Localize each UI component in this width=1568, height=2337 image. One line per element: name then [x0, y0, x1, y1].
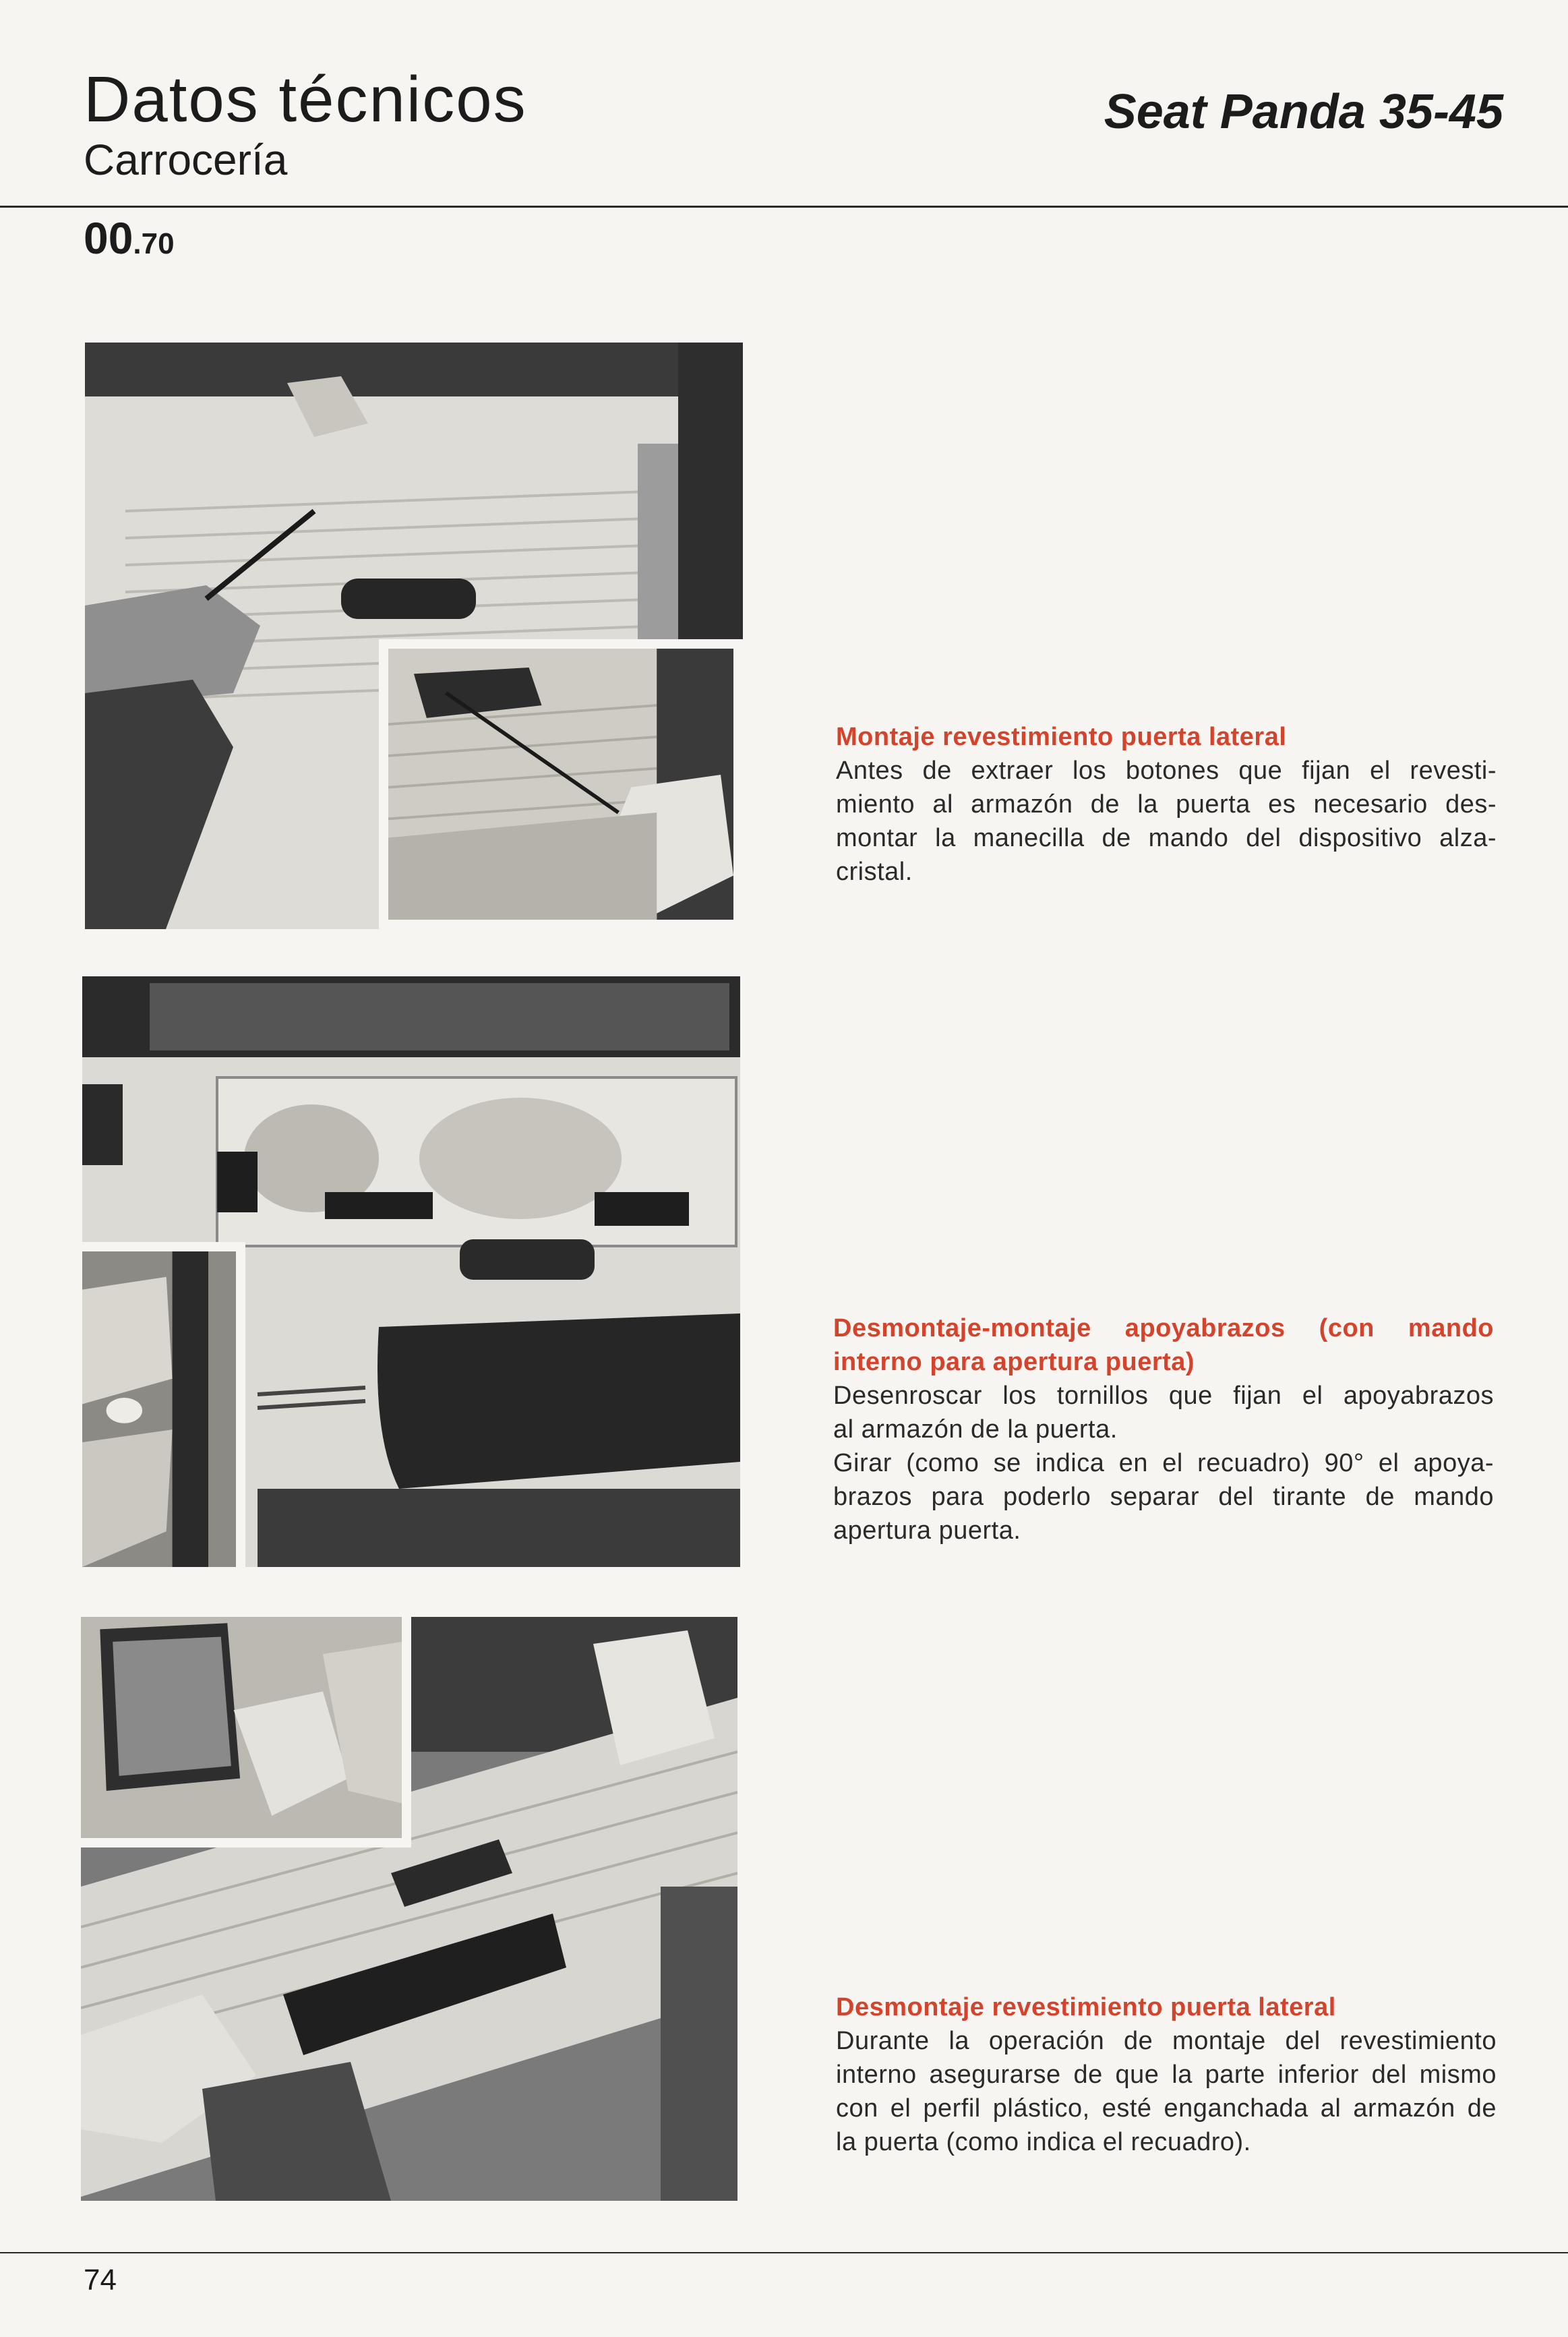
- body-line: Durante la operación de montaje del revestimiento: [836, 2027, 1497, 2055]
- section-desmontaje-revestimiento: [836, 1990, 1497, 2159]
- body-line: con el perfil plástico, esté enganchada al armazón de: [836, 2094, 1497, 2123]
- photo-inset-lower-profile: [81, 1617, 411, 1847]
- section-body: [833, 1379, 1494, 1547]
- photo-door-panel-handle: [85, 343, 743, 929]
- body-line: montar la manecilla de mando del dispositivo alza-: [836, 824, 1497, 852]
- body-line: Girar (como se indica en el recuadro) 90° el apoya-: [833, 1449, 1494, 1477]
- body-line: apertura puerta.: [833, 1516, 1021, 1545]
- section-code-main: 00: [84, 213, 133, 263]
- header-rule: [0, 206, 1568, 208]
- section-desmontaje-apoyabrazos: [833, 1311, 1494, 1547]
- body-line: interno asegurarse de que la parte inferior del mismo: [836, 2061, 1497, 2089]
- body-line: cristal.: [836, 858, 913, 886]
- body-line: miento al armazón de la puerta es necesario des-: [836, 790, 1497, 819]
- section-montaje-revestimiento: [836, 720, 1497, 889]
- body-line: brazos para poderlo separar del tirante de mando: [833, 1483, 1494, 1511]
- section-title: Montaje revestimiento puerta lateral: [836, 723, 1287, 751]
- footer-rule: [0, 2252, 1568, 2253]
- section-code: [84, 213, 175, 263]
- page-subtitle: Carrocería: [84, 136, 288, 184]
- section-title-line: Desmontaje-montaje apoyabrazos (con mando: [833, 1314, 1494, 1342]
- photo-door-trim-removal: [81, 1617, 737, 2201]
- section-title-line: interno para apertura puerta): [833, 1348, 1195, 1376]
- page-number: 74: [84, 2264, 117, 2297]
- photo-inset-armrest-rotation: [82, 1242, 245, 1567]
- body-line: al armazón de la puerta.: [833, 1415, 1118, 1444]
- page-title: Datos técnicos: [84, 63, 527, 136]
- body-line: la puerta (como indica el recuadro).: [836, 2128, 1251, 2156]
- body-line: Antes de extraer los botones que fijan el revesti-: [836, 757, 1497, 785]
- section-title: [833, 1311, 1494, 1379]
- body-line: Desenroscar los tornillos que fijan el apoyabrazos: [833, 1382, 1494, 1410]
- brand-title: Seat Panda 35-45: [1104, 85, 1503, 139]
- photo-armrest-removal: [82, 976, 740, 1567]
- photo-inset-window-crank: [379, 639, 743, 929]
- section-code-suffix: .70: [133, 227, 175, 260]
- section-body: [836, 2024, 1497, 2159]
- section-title: Desmontaje revestimiento puerta lateral: [836, 1993, 1336, 2021]
- section-body: [836, 754, 1497, 889]
